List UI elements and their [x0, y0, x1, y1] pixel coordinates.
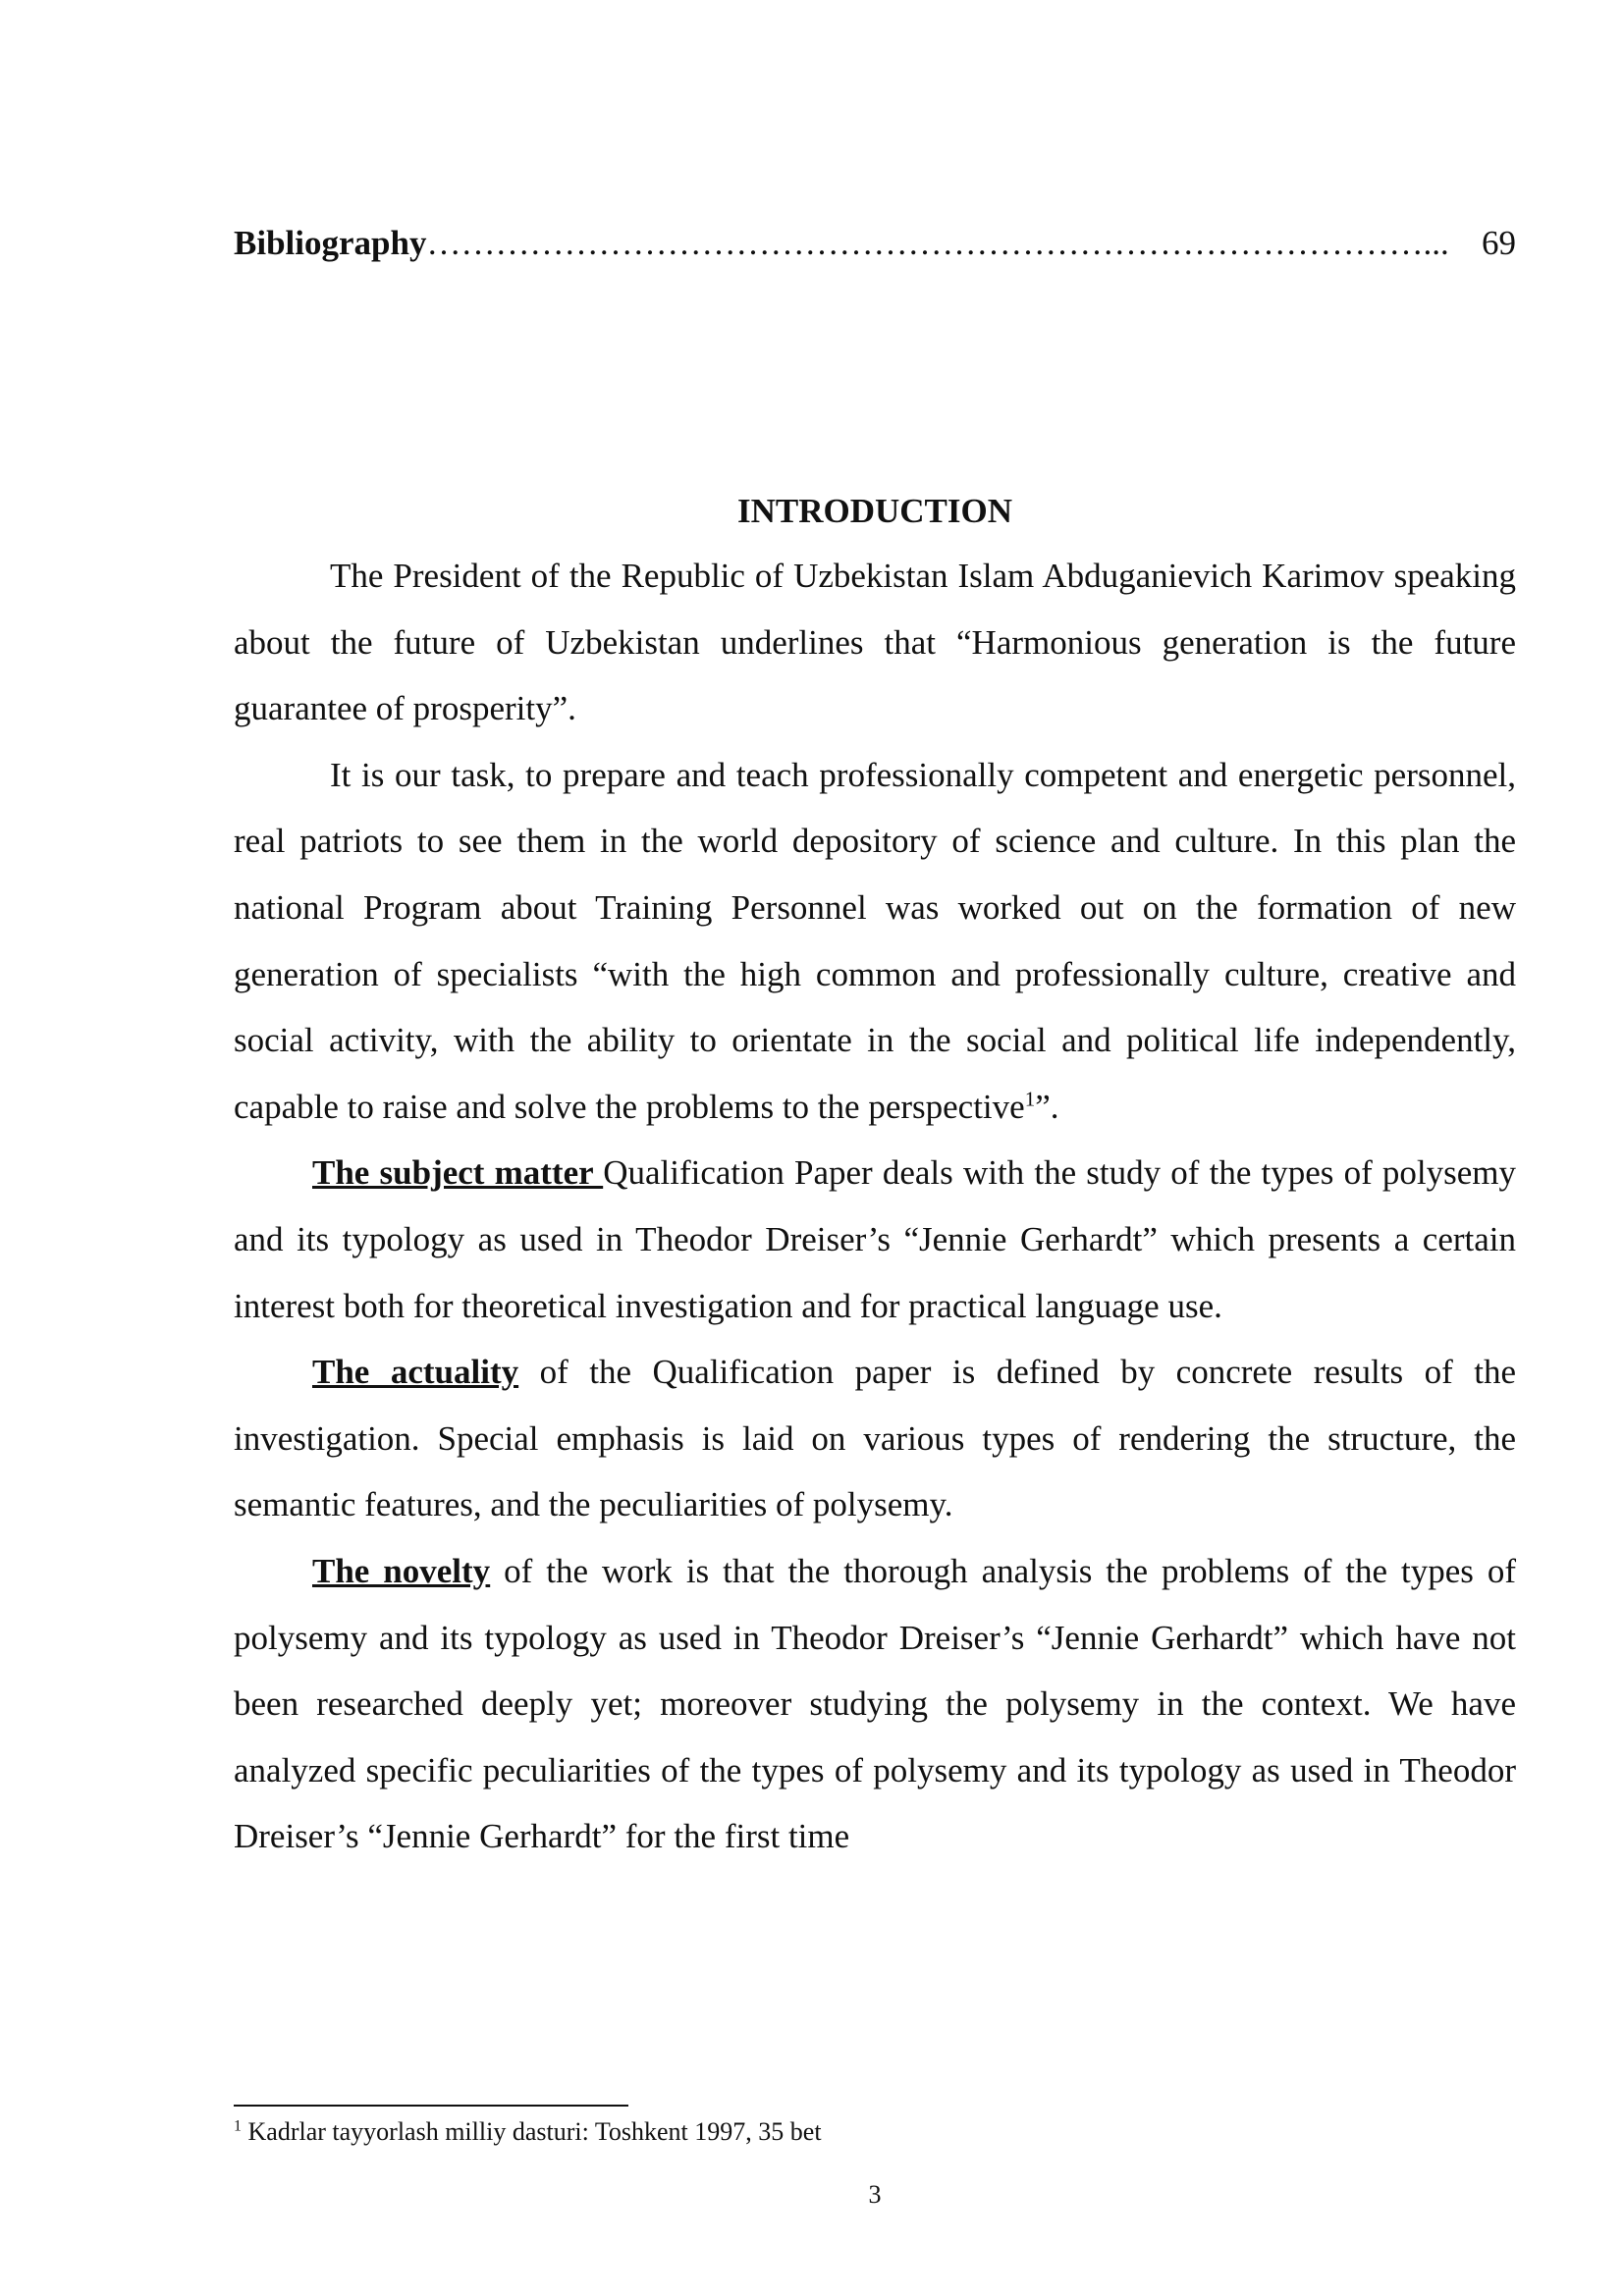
page-number: 3	[868, 2180, 882, 2209]
footnote-reference: 1	[1024, 1087, 1036, 1111]
toc-entry-bibliography	[234, 216, 1516, 271]
term-subject-matter: The subject matter	[312, 1153, 604, 1193]
term-novelty: The novelty	[312, 1551, 491, 1590]
toc-entry-leader: ……………………………………………………………………………...	[426, 224, 1449, 262]
body-text	[234, 543, 1516, 1870]
paragraph-task-closing: ”.	[1035, 1087, 1059, 1126]
paragraph-actuality	[234, 1339, 1516, 1538]
paragraph-subject-matter-text: Qualification Paper deals with the study of the types of polysemy and its typology as used in Theodor Dreiser’s “Jennie Gerhardt” which presents a certain interest both for theoretical investigation and for practical language use.	[234, 1153, 1516, 1325]
footnote	[234, 2114, 1516, 2150]
section-heading: INTRODUCTION	[736, 492, 1013, 530]
term-actuality: The actuality	[312, 1353, 519, 1392]
footnote-mark: 1	[234, 2117, 242, 2135]
paragraph-task-text: It is our task, to prepare and teach professionally competent and energetic personnel, real patriots to see them in the world depository of science and culture. In this plan the national Program about Training Personnel was worked out on the formation of new generation of specialists “with the high common and professionally culture, creative and social activity, with the ability to orientate in the social and political life independently, capable to raise and solve the problems to the perspective	[234, 755, 1516, 1126]
paragraph-president-quote: The President of the Republic of Uzbekistan Islam Abduganievich Karimov speaking about the future of Uzbekistan underlines that “Harmonious generation is the future guarantee of prosperity”.	[234, 557, 1516, 728]
paragraph-novelty	[234, 1538, 1516, 1870]
toc-entry-title: Bibliography	[234, 224, 427, 262]
paragraph-novelty-text: of the work is that the thorough analysis the problems of the types of polysemy and its typology as used in Theodor Dreiser’s “Jennie Gerhardt” which have not been researched deeply yet; moreover studying the polysemy in the context. We have analyzed specific peculiarities of the types of polysemy and its typology as used in Theodor Dreiser’s “Jennie Gerhardt” for the first time	[234, 1551, 1516, 1856]
paragraph-actuality-text: of the Qualification paper is defined by concrete results of the investigation. Special emphasis is laid on various types of rendering the structure, the semantic features, and the peculiarities of polysemy.	[234, 1353, 1516, 1524]
footnote-separator	[234, 2105, 628, 2107]
toc-entry-page-number: 69	[1482, 224, 1516, 262]
footnote-text: Kadrlar tayyorlash milliy dasturi: Toshkent 1997, 35 bet	[242, 2117, 822, 2146]
paragraph-subject-matter	[234, 1140, 1516, 1339]
paragraph-task	[234, 742, 1516, 1141]
